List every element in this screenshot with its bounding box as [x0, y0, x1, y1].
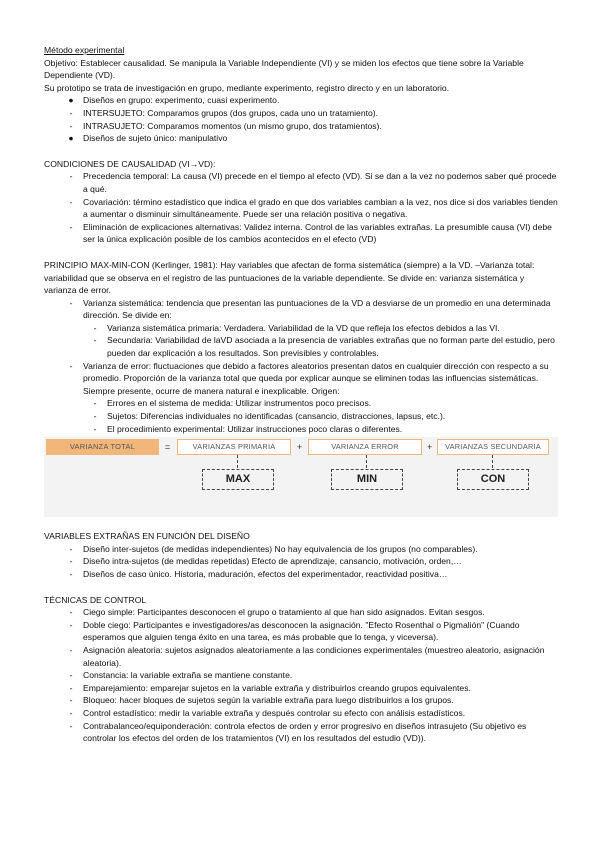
list-item	[44, 543, 558, 556]
list-item-text: Eliminación de explicaciones alternativas: Validez interna. Control de las variables extrañas. La presumible causa (VI) debe ser la única explicación posible de los cambios acontecidos en el efecto (VD)	[83, 221, 552, 245]
list-item-text: Sujetos: Diferencias individuales no identificadas (cansancio, distracciones, lapsus, etc.).	[107, 411, 446, 422]
dash-marker: -	[69, 107, 73, 118]
section-variables-extranas	[44, 530, 558, 580]
dash-marker: -	[69, 670, 73, 681]
document-page	[44, 44, 558, 745]
connector-line	[366, 455, 367, 468]
list-item-text: Bloqueo: hacer bloques de sujetos según la variable extraña para luego distribuirlos a los grupos.	[83, 695, 454, 706]
dash-marker: -	[93, 322, 97, 333]
list-item-text: Contrabalanceo/equiponderación: controla efectos de orden y error progresivo en diseños intrasujeto (Su objetivo es controlar los efectos del orden de los tratamientos (VI) en los resultados del estudio (VD)).	[83, 720, 527, 744]
dash-marker: -	[69, 556, 73, 567]
dash-marker: -	[93, 411, 97, 422]
list-item-text: Constancia: la variable extraña se mantiene constante.	[83, 670, 293, 681]
max-label-box: MAX	[202, 469, 274, 490]
list-item	[44, 669, 558, 682]
list-item-text: INTERSUJETO: Comparamos grupos (dos grupos, cada uno un tratamiento).	[83, 107, 379, 118]
section-tecnicas-control	[44, 594, 558, 745]
list-item-text: Errores en el sistema de medida: Utilizar instrumentos poco precisos.	[107, 398, 372, 409]
sub-list-item	[44, 322, 558, 335]
list-item-text: Emparejamiento: emparejar sujetos en la variable extraña y distribuirlos creando grupos equivalentes.	[83, 682, 471, 693]
equals-sign: =	[165, 442, 171, 453]
list-item-text: Control estadístico: medir la variable extraña y después controlar su efecto con análisis estadísticos.	[83, 707, 466, 718]
plus-sign: +	[297, 442, 303, 453]
sub-list-item	[44, 410, 558, 423]
list-item-text: Covariación: término estadístico que indica el grado en que dos variables cambian a la vez, nos dice si dos variables tienden a aumentar o disminuir simultáneamente. Puede ser una relación positiva o negativa.	[83, 196, 558, 220]
plus-sign: +	[427, 442, 433, 453]
list-item	[44, 221, 558, 246]
list-item	[44, 568, 558, 581]
list-item-text: Ciego simple: Participantes desconocen el grupo o tratamiento al que han sido asignados. Evitan sesgos.	[83, 607, 485, 618]
list-item	[44, 107, 558, 120]
section-title: Método experimental	[44, 45, 125, 55]
dash-marker: -	[69, 360, 73, 371]
list-item-text: El procedimiento experimental: Utilizar instrucciones poco claras o diferentes.	[107, 423, 403, 434]
dash-marker: -	[69, 682, 73, 693]
dash-marker: -	[69, 171, 73, 182]
section-title: TÉCNICAS DE CONTROL	[44, 594, 147, 605]
varianza-total-box: VARIANZA TOTAL	[46, 439, 159, 455]
dash-marker: -	[69, 607, 73, 618]
list-item	[44, 132, 558, 145]
dash-marker: -	[69, 695, 73, 706]
varianza-secundaria-box: VARIANZAS SECUNDARIA	[437, 439, 549, 455]
bullet-marker: ●	[68, 133, 74, 144]
paragraph-principio-intro: PRINCIPIO MAX-MIN-CON (Kerlinger, 1981): Hay variables que afectan de forma sistemática (siempre) a la VD. –Varianza total: variabilidad que se observa en el registro de las puntuaciones de la variable dependiente. Se divide en: varianza sistemática y varianza de error.	[44, 259, 535, 296]
list-item-text: Secundaria: Variabilidad de laVD asociada a la presencia de variables extrañas que no forman parte del estudio, pero pueden dar explicación a los resultados. Son previsibles y controlables.	[107, 335, 555, 359]
list-item	[44, 120, 558, 133]
list-item	[44, 360, 558, 398]
dash-marker: -	[69, 707, 73, 718]
sub-list-item	[44, 334, 558, 359]
connector-line	[237, 455, 238, 468]
list-item-text: Varianza sistemática primaria: Verdadera. Variabilidad de la VD que refleja los efectos debidos a las VI.	[107, 322, 500, 333]
min-label-box: MIN	[331, 469, 403, 490]
dash-marker: -	[69, 120, 73, 131]
list-item	[44, 606, 558, 619]
dash-marker: -	[69, 297, 73, 308]
varianza-error-box: VARIANZA ERROR	[308, 439, 422, 455]
list-item-text: Precedencia temporal: La causa (VI) precede en el tiempo al efecto (VD). Si se dan a la vez no podemos saber qué procede a qué.	[83, 171, 557, 194]
list-item	[44, 644, 558, 669]
dash-marker: -	[69, 221, 73, 232]
dash-marker: -	[69, 644, 73, 655]
section-principio	[44, 259, 558, 435]
list-item	[44, 196, 558, 221]
list-item-text: Diseños de caso único. Historia, maduración, efectos del experimentador, reactividad positiva…	[83, 569, 448, 579]
list-item-text: Varianza de error: fluctuaciones que debido a factores aleatorios presentan datos en cualquier dirección con respecto a su promedio. Proporción de la varianza total que queda por explicar aunque se eliminen todas las influencias sistemáticas. Siempre presente, ocurre de manera natural e inexplicable. Origen:	[83, 360, 549, 396]
list-item-text: Diseños en grupo: experimento, cuasi experimento.	[83, 95, 280, 106]
section-title: CONDICIONES DE CAUSALIDAD (VI→VD):	[44, 158, 216, 169]
list-item	[44, 682, 558, 695]
list-item	[44, 720, 558, 745]
bullet-marker: ●	[68, 95, 74, 106]
section-title: VARIABLES EXTRAÑAS EN FUNCIÓN DEL DISEÑO	[44, 531, 250, 542]
list-item-text: Diseños de sujeto único: manipulativo	[83, 133, 228, 144]
dash-marker: -	[69, 619, 73, 630]
list-item-text: Doble ciego: Participantes e investigadores/as desconocen la asignación. "Efecto Rosenthal o Pigmalión" (Cuando esperamos que alguien tenga éxito en una tarea, es más probable que lo tenga, y viceversa).	[83, 619, 520, 643]
paragraph-objetivo: Objetivo: Establecer causalidad. Se manipula la Variable Independiente (VI) y se miden los efectos que tiene sobre la Variable Dependiente (VD).	[44, 57, 524, 81]
dash-marker: -	[69, 196, 73, 207]
list-item-text: Varianza sistemática: tendencia que presentan las puntuaciones de la VD a desviarse de un promedio en una determinada dirección. Se divide en:	[83, 297, 551, 321]
paragraph-prototipo: Su prototipo se trata de investigación en grupo, mediante experimento, registro directo y en un laboratorio.	[44, 82, 450, 93]
list-item	[44, 694, 558, 707]
list-item-text: Diseño inter-sujetos (de medidas independientes) No hay equivalencia de los grupos (no comparables).	[83, 543, 478, 554]
dash-marker: -	[69, 543, 73, 554]
sub-list-item	[44, 397, 558, 410]
list-item-text: Asignación aleatoria: sujetos asignados aleatoriamente a las condiciones experimentales (muestreo aleatorio, asignación aleatoria).	[83, 644, 545, 668]
dash-marker: -	[93, 423, 97, 434]
list-item-text: INTRASUJETO: Comparamos momentos (un mismo grupo, dos tratamientos).	[83, 120, 382, 131]
dash-marker: -	[69, 569, 73, 579]
dash-marker: -	[69, 720, 73, 731]
list-item	[44, 297, 558, 322]
sub-list-item	[44, 423, 558, 436]
list-item	[44, 555, 558, 568]
varianza-diagram	[44, 437, 558, 517]
connector-line	[492, 455, 493, 468]
dash-marker: -	[93, 398, 97, 409]
varianza-primaria-box: VARIANZAS PRIMARIA	[177, 439, 291, 455]
list-item	[44, 170, 558, 195]
dash-marker: -	[93, 335, 97, 346]
con-label-box: CON	[457, 469, 529, 490]
list-item	[44, 94, 558, 107]
list-item	[44, 707, 558, 720]
section-metodo	[44, 44, 558, 145]
list-item	[44, 619, 558, 644]
list-item-text: Diseño intra-sujetos (de medidas repetidas) Efecto de aprendizaje, cansancio, motivación, orden,…	[83, 556, 462, 567]
section-condiciones	[44, 158, 558, 246]
